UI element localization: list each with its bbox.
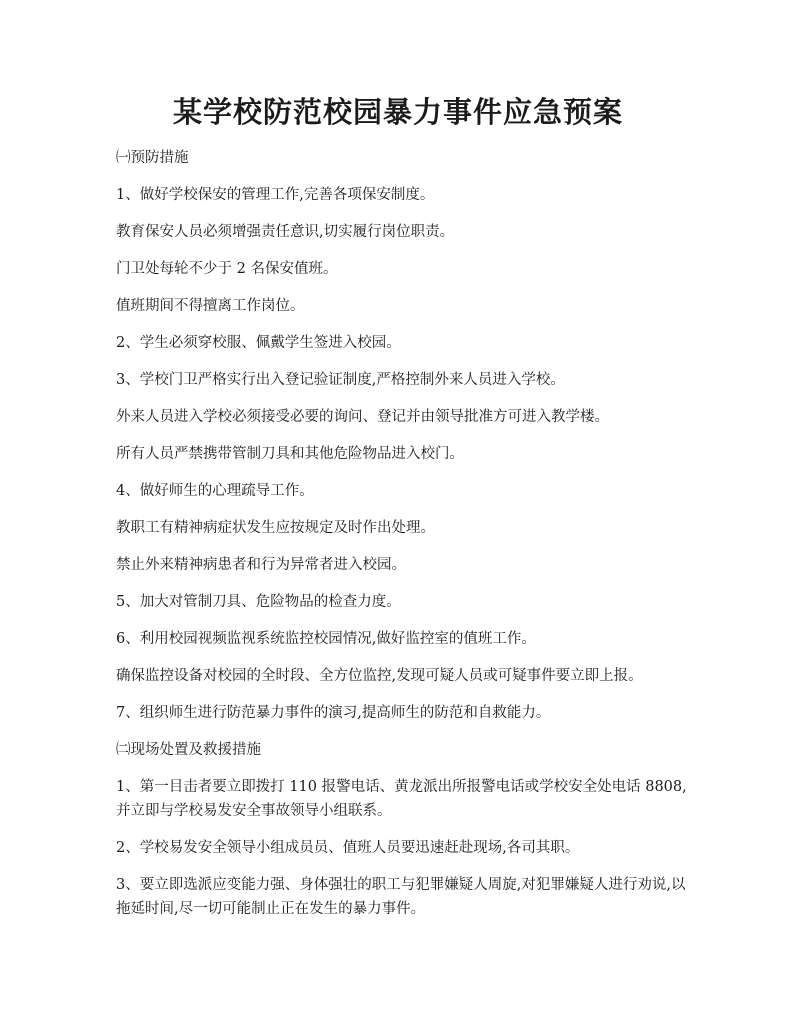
paragraph: 7、组织师生进行防范暴力事件的演习,提高师生的防范和自救能力。	[116, 705, 551, 721]
paragraph: 1、第一目击者要立即拨打 110 报警电话、黄龙派出所报警电话或学校安全处电话 8808,并立即与学校易发安全事故领导小组联系。	[116, 779, 687, 819]
section-heading-response: ㈡现场处置及救援措施	[116, 742, 261, 758]
paragraph: 所有人员严禁携带管制刀具和其他危险物品进入校门。	[116, 446, 464, 462]
section-heading-prevention: ㈠预防措施	[116, 150, 189, 166]
paragraph: 教职工有精神病症状发生应按规定及时作出处理。	[116, 520, 435, 536]
paragraph: 4、做好师生的心理疏导工作。	[116, 483, 314, 499]
document-title: 某学校防范校园暴力事件应急预案	[172, 95, 623, 129]
paragraph: 禁止外来精神病患者和行为异常者进入校园。	[116, 557, 406, 573]
paragraph: 门卫处每轮不少于 2 名保安值班。	[116, 261, 338, 277]
paragraph: 3、要立即选派应变能力强、身体强壮的职工与犯罪嫌疑人周旋,对犯罪嫌疑人进行劝说,以拖延时间,尽一切可能制止正在发生的暴力事件。	[116, 877, 686, 917]
document-body	[116, 146, 696, 934]
paragraph: 6、利用校园视频监视系统监控校园情况,做好监控室的值班工作。	[116, 631, 536, 647]
paragraph: 5、加大对管制刀具、危险物品的检查力度。	[116, 594, 401, 610]
paragraph: 教育保安人员必须增强责任意识,切实履行岗位职责。	[116, 224, 455, 240]
paragraph: 2、学生必须穿校服、佩戴学生签进入校园。	[116, 335, 401, 351]
paragraph: 2、学校易发安全领导小组成员员、值班人员要迅速赶赴现场,各司其职。	[116, 840, 580, 856]
paragraph: 1、做好学校保安的管理工作,完善各项保安制度。	[116, 187, 435, 203]
paragraph: 值班期间不得擅离工作岗位。	[116, 298, 305, 314]
paragraph: 确保监控设备对校园的全时段、全方位监控,发现可疑人员或可疑事件要立即上报。	[116, 668, 643, 684]
paragraph: 外来人员进入学校必须接受必要的询问、登记并由领导批准方可进入教学楼。	[116, 409, 609, 425]
paragraph: 3、学校门卫严格实行出入登记验证制度,严格控制外来人员进入学校。	[116, 372, 565, 388]
